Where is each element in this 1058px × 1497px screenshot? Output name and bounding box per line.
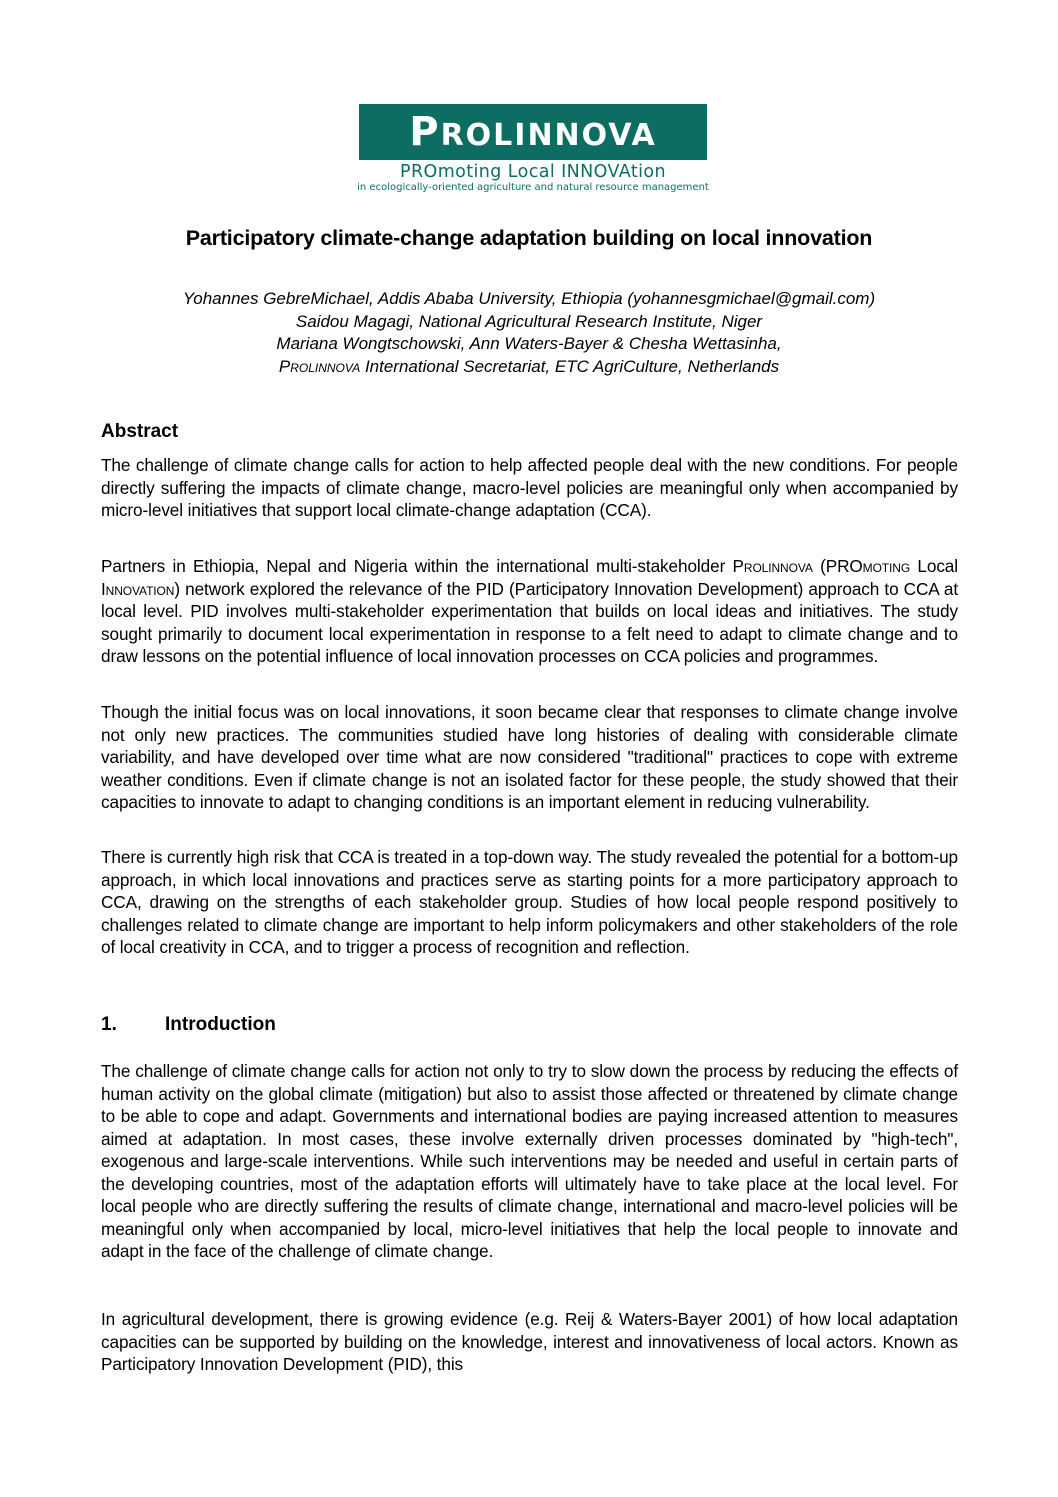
logo-subline: in ecologically-oriented agriculture and natural resource management (357, 182, 709, 193)
introduction-paragraph: The challenge of climate change calls for action not only to try to slow down the process by reducing the effects of human activity on the global climate (mitigation) but also to assist those affected or threatened by climate change to be able to cope and adapt. Governments and international bodies are paying increased attention to measures aimed at adaptation. In most cases, these involve externally driven processes dominated by "high-tech", exogenous and large-scale interventions. While such interventions may be needed and useful in certain parts of the developing countries, most of the adaptation efforts will ultimately have to take place at the local level. For local people who are directly suffering the results of climate change, international and macro-level policies will be meaningful only when accompanied by local, micro-level initiatives that help the local people to innovate and adapt in the face of the challenge of climate change. (101, 1061, 958, 1261)
abstract-heading: Abstract (101, 421, 179, 442)
section-number: 1. (101, 1014, 117, 1035)
logo-wordmark (409, 109, 657, 155)
author-line: Saidou Magagi, National Agricultural Research Institute, Niger (295, 311, 763, 331)
introduction-heading (101, 1014, 958, 1036)
abstract-paragraph: There is currently high risk that CCA is treated in a top-down way. The study revealed the potential for a bottom-up approach, in which local innovations and practices serve as starting points for a more participatory approach to CCA, drawing on the strengths of each stakeholder group. Studies of how local people respond positively to challenges related to climate change are important to help inform policymakers and other stakeholders of the role of local creativity in CCA, and to trigger a process of recognition and reflection. (101, 847, 958, 957)
org-name: Prolinnova (278, 356, 361, 376)
author-list (0, 288, 1058, 378)
logo-initial: P (409, 109, 441, 155)
author-affiliation: International Secretariat, ETC AgriCulture, Netherlands (360, 356, 780, 376)
author-line: Mariana Wongtschowski, Ann Waters-Bayer & Chesha Wettasinha, (276, 334, 782, 353)
logo-banner (359, 104, 707, 160)
author-line (0, 356, 1058, 379)
abstract-paragraph: The challenge of climate change calls for action to help affected people deal with the new conditions. For people directly suffering the impacts of climate change, macro-level policies are meaningful only when accompanied by micro-level initiatives that support local climate-change adaptation (CCA). (101, 455, 958, 520)
abstract-paragraph: Partners in Ethiopia, Nepal and Nigeria within the international multi-stakeholder Prolinnova (PROmoting Local Innovation) network explored the relevance of the PID (Participatory Innovation Development) approach to CCA at local level. PID involves multi-stakeholder experimentation that builds on local ideas and initiatives. The study sought primarily to document local experimentation in response to a felt need to adapt to climate change and to draw lessons on the potential influence of local innovation processes on CCA policies and programmes. (101, 556, 958, 666)
abstract-paragraph: Though the initial focus was on local innovations, it soon became clear that responses to climate change involve not only new practices. The communities studied have long histories of dealing with considerable climate variability, and have developed over time what are now considered "traditional" practices to cope with extreme weather conditions. Even if climate change is not an isolated factor for these people, the study showed that their capacities to innovate to adapt to changing conditions is an important element in reducing vulnerability. (101, 702, 958, 812)
section-title: Introduction (165, 1014, 276, 1035)
introduction-paragraph: In agricultural development, there is growing evidence (e.g. Reij & Waters-Bayer 2001) of how local adaptation capacities can be supported by building on the knowledge, interest and innovativeness of local actors. Known as Participatory Innovation Development (PID), this (101, 1309, 958, 1374)
prolinnova-logo (357, 104, 709, 194)
logo-tagline: PROmoting Local INNOVAtion (400, 162, 666, 182)
logo-name-rest: ROLINNOVA (440, 118, 657, 153)
org-name: Prolinnova (732, 556, 813, 576)
author-line: Yohannes GebreMichael, Addis Ababa University, Ethiopia (yohannesgmichael@gmail.com) (182, 289, 876, 308)
document-title: Participatory climate-change adaptation building on local innovation (185, 226, 873, 250)
